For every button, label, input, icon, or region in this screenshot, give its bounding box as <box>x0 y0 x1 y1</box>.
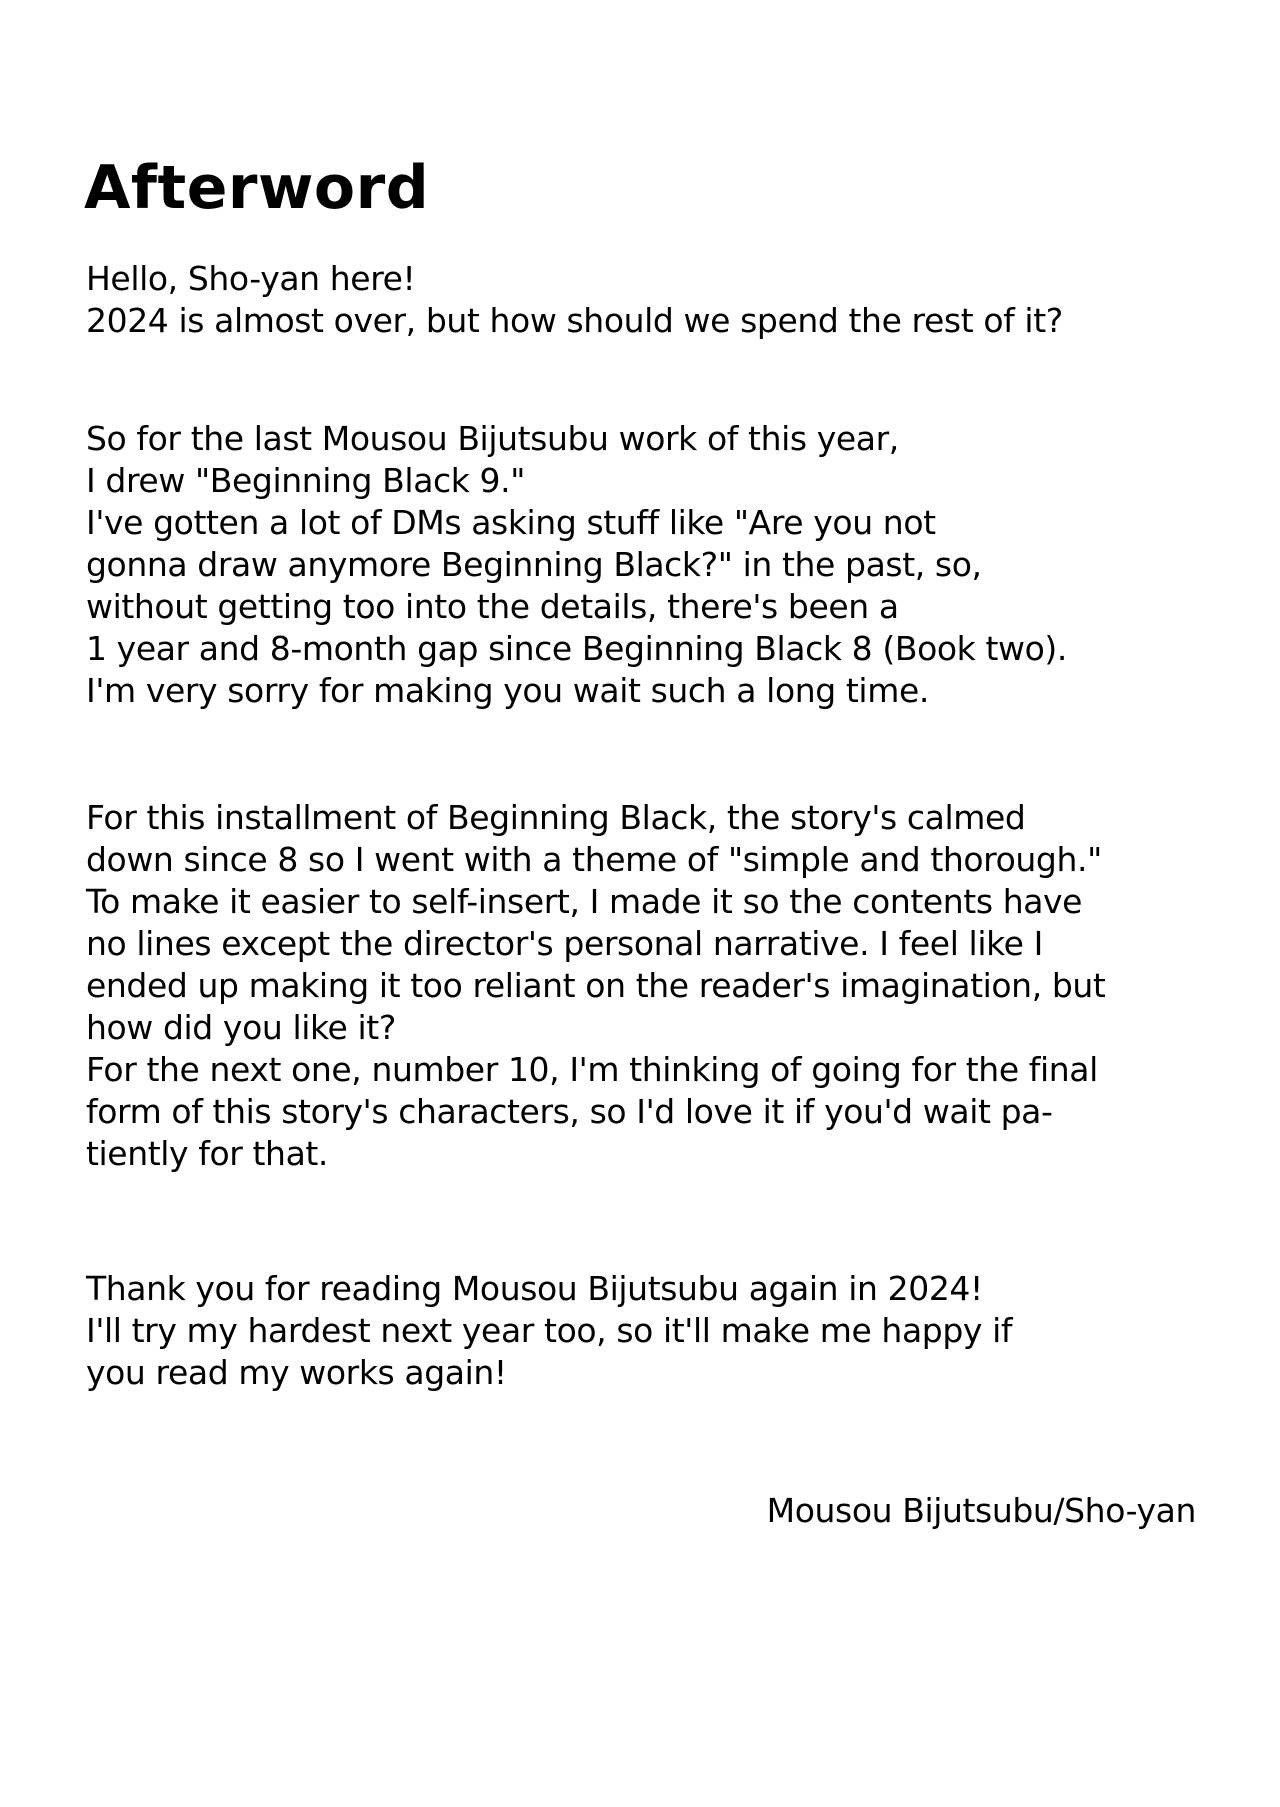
text-line: down since 8 so I went with a theme of "simple and thorough." <box>86 840 1102 879</box>
paragraph-last-work <box>86 418 1067 712</box>
text-line: gonna draw anymore Beginning Black?" in the past, so, <box>86 545 982 584</box>
text-line: tiently for that. <box>86 1134 329 1173</box>
text-line: I've gotten a lot of DMs asking stuff like "Are you not <box>86 503 936 542</box>
text-line: no lines except the director's personal narrative. I feel like I <box>86 924 1043 963</box>
text-line: without getting too into the details, there's been a <box>86 587 899 626</box>
page-title: Afterword <box>84 153 430 224</box>
text-line: So for the last Mousou Bijutsubu work of this year, <box>86 419 899 458</box>
paragraph-thanks <box>86 1268 1012 1394</box>
text-line: Hello, Sho-yan here! <box>86 259 416 298</box>
text-line: I'm very sorry for making you wait such a long time. <box>86 671 929 710</box>
author-signature: Mousou Bijutsubu/Sho-yan <box>766 1491 1196 1530</box>
text-line: form of this story's characters, so I'd love it if you'd wait pa- <box>86 1092 1053 1131</box>
text-line: you read my works again! <box>86 1353 507 1392</box>
text-line: 2024 is almost over, but how should we spend the rest of it? <box>86 301 1063 340</box>
paragraph-greeting <box>86 258 1063 342</box>
text-line: Thank you for reading Mousou Bijutsubu again in 2024! <box>86 1269 983 1308</box>
text-line: ended up making it too reliant on the reader's imagination, but <box>86 966 1106 1005</box>
text-line: 1 year and 8-month gap since Beginning Black 8 (Book two). <box>86 629 1067 668</box>
text-line: how did you like it? <box>86 1008 396 1047</box>
text-line: For the next one, number 10, I'm thinking of going for the final <box>86 1050 1098 1089</box>
text-line: To make it easier to self-insert, I made it so the contents have <box>86 882 1083 921</box>
text-line: I drew "Beginning Black 9." <box>86 461 526 500</box>
paragraph-installment <box>86 797 1105 1175</box>
text-line: I'll try my hardest next year too, so it'll make me happy if <box>86 1311 1013 1350</box>
text-line: For this installment of Beginning Black, the story's calmed <box>86 798 1026 837</box>
